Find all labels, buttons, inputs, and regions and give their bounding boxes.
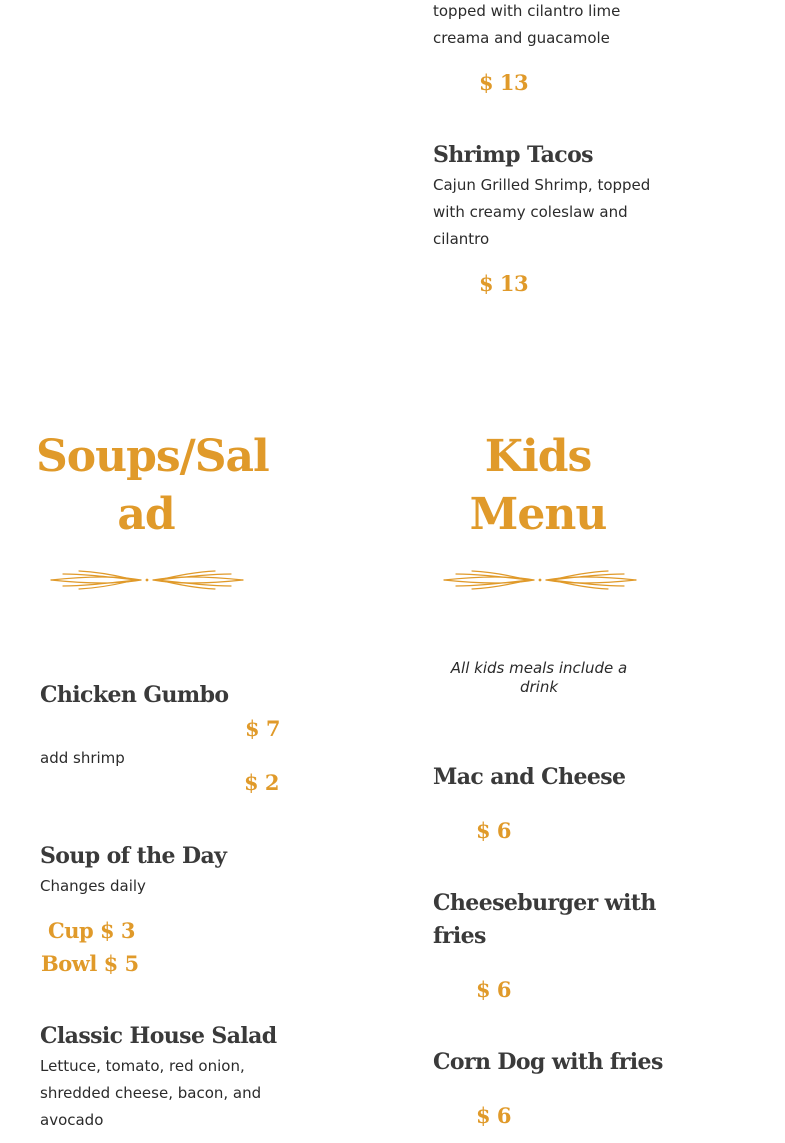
kids-meal-note: All kids meals include a drink [450,659,628,696]
item-price: $ 13 [479,70,529,95]
item-title: Shrimp Tacos [433,142,593,168]
item-price: $ 7 [245,716,281,741]
addon-price: $ 2 [244,770,280,795]
section-heading-line: Menu [469,489,607,540]
item-price: $ 6 [476,1103,512,1128]
item-price: $ 13 [479,271,529,296]
section-heading [36,428,269,544]
item-description: Cajun Grilled Shrimp, topped with creamy coleslaw and cilantro [433,176,651,248]
wheat-ornament-icon [442,566,638,594]
item-price: $ 6 [476,977,512,1002]
price-bowl: Bowl $ 5 [41,951,139,976]
item-price: $ 6 [476,818,512,843]
item-title: Chicken Gumbo [40,682,229,708]
addon-label: add shrimp [40,749,125,767]
item-title: Soup of the Day [40,843,227,869]
section-heading-line: ad [117,489,175,540]
item-description: Lettuce, tomato, red onion, shredded cheese, bacon, and avocado [40,1057,262,1129]
item-title: Cheeseburger with fries [433,890,656,949]
section-heading-line: Kids [484,431,592,482]
item-description: Changes daily [40,877,146,895]
section-heading-line: Soups/Sal [36,431,269,482]
item-description: topped with cilantro lime creama and guacamole [433,2,621,47]
item-title: Mac and Cheese [433,764,626,790]
section-heading [428,428,648,544]
wheat-ornament-icon [49,566,245,594]
price-cup: Cup $ 3 [48,918,136,943]
item-title: Corn Dog with fries [433,1049,663,1075]
item-title: Classic House Salad [40,1023,277,1049]
